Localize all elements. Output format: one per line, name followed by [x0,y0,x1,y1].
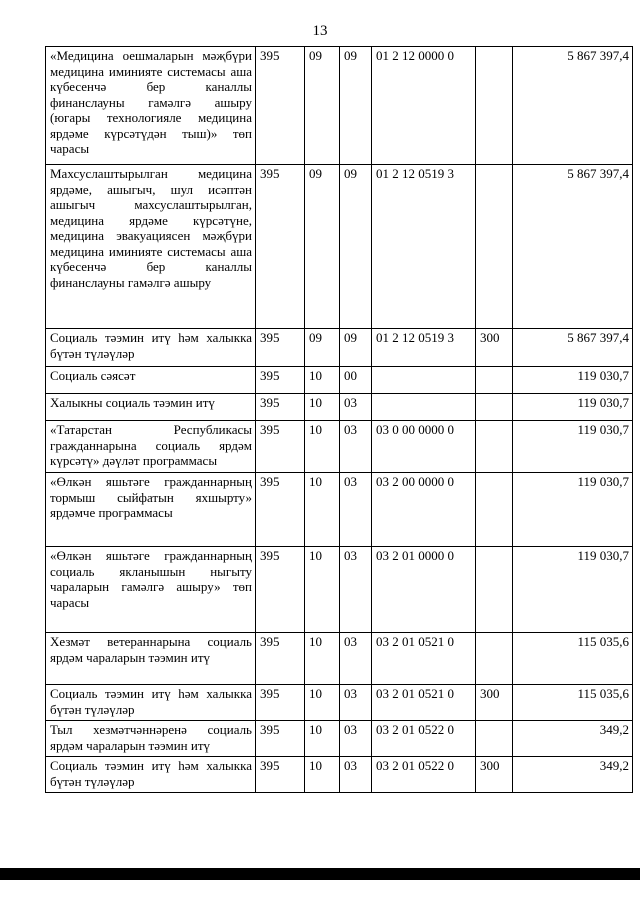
row-amount: 119 030,7 [513,421,633,473]
table-row [46,421,633,473]
table-row [46,633,633,685]
budget-table [45,46,633,793]
row-target-code: 03 2 01 0521 0 [372,633,476,685]
row-ministry: 395 [256,165,305,329]
table-row [46,473,633,547]
row-subsection: 00 [340,367,372,394]
row-name: Социаль тәэмин итү һәм халыкка бүтән түләүләр [46,757,256,793]
row-subsection: 03 [340,421,372,473]
row-ministry: 395 [256,47,305,165]
row-name: Социаль тәэмин итү һәм халыкка бүтән түләүләр [46,329,256,367]
row-expense-type [476,473,513,547]
row-section: 09 [305,47,340,165]
row-name: «Медицина оешмаларын мәҗбүри медицина иминияте системасы аша күбесенчә бер каналлы финанслауны гамәлгә ашыру (югары технологияле медицина ярдәме күрсәтүдән тыш)» төп чарасы [46,47,256,165]
row-ministry: 395 [256,421,305,473]
row-name: Социаль тәэмин итү һәм халыкка бүтән түләүләр [46,685,256,721]
table-row [46,47,633,165]
row-subsection: 03 [340,633,372,685]
row-subsection: 03 [340,685,372,721]
row-ministry: 395 [256,547,305,633]
row-name: «Өлкән яшьтәге гражданнарның социаль якланышын ныгыту чараларын гамәлгә ашыру» төп чарасы [46,547,256,633]
row-amount: 119 030,7 [513,473,633,547]
row-amount: 119 030,7 [513,547,633,633]
row-subsection: 03 [340,547,372,633]
row-section: 10 [305,633,340,685]
row-name: Махсуслаштырылган медицина ярдәме, ашыгыч, шул исәптән ашыгыч махсуслаштырылган, медицина ярдәме күрсәтүне, медицина эвакуациясен мәҗбүри медицина иминияте системасы аша күбесенчә бер каналлы финанслауны гамәлгә ашыру [46,165,256,329]
scan-edge-band [0,868,640,880]
row-name: Халыкны социаль тәэмин итү [46,394,256,421]
row-ministry: 395 [256,721,305,757]
table-row [46,721,633,757]
row-subsection: 03 [340,473,372,547]
row-section: 09 [305,165,340,329]
row-expense-type: 300 [476,685,513,721]
row-amount: 5 867 397,4 [513,165,633,329]
row-target-code: 03 2 00 0000 0 [372,473,476,547]
row-section: 10 [305,685,340,721]
row-expense-type [476,394,513,421]
table-row [46,165,633,329]
row-section: 10 [305,367,340,394]
row-expense-type: 300 [476,757,513,793]
row-target-code: 01 2 12 0519 3 [372,165,476,329]
row-expense-type [476,367,513,394]
row-name: Хезмәт ветераннарына социаль ярдәм чараларын тәэмин итү [46,633,256,685]
row-name: «Өлкән яшьтәге гражданнарның тормыш сыйфатын яхшырту» ярдәмче программасы [46,473,256,547]
row-ministry: 395 [256,633,305,685]
row-expense-type [476,547,513,633]
row-name: «Татарстан Республикасы гражданнарына социаль ярдәм күрсәтү» дәүләт программасы [46,421,256,473]
row-amount: 349,2 [513,721,633,757]
row-section: 10 [305,421,340,473]
row-target-code: 03 2 01 0522 0 [372,757,476,793]
row-target-code [372,394,476,421]
row-target-code [372,367,476,394]
row-target-code: 03 2 01 0521 0 [372,685,476,721]
row-amount: 115 035,6 [513,633,633,685]
row-amount: 5 867 397,4 [513,47,633,165]
row-subsection: 03 [340,757,372,793]
row-amount: 349,2 [513,757,633,793]
row-target-code: 03 2 01 0522 0 [372,721,476,757]
row-target-code: 03 2 01 0000 0 [372,547,476,633]
row-subsection: 09 [340,165,372,329]
row-section: 10 [305,394,340,421]
row-target-code: 03 0 00 0000 0 [372,421,476,473]
row-name: Тыл хезмәтчәннәренә социаль ярдәм чараларын тәэмин итү [46,721,256,757]
row-ministry: 395 [256,394,305,421]
row-section: 10 [305,547,340,633]
row-ministry: 395 [256,757,305,793]
row-amount: 5 867 397,4 [513,329,633,367]
page-number: 13 [312,23,328,39]
table-row [46,547,633,633]
row-amount: 115 035,6 [513,685,633,721]
row-amount: 119 030,7 [513,394,633,421]
row-ministry: 395 [256,473,305,547]
table-row [46,329,633,367]
row-expense-type [476,165,513,329]
row-ministry: 395 [256,329,305,367]
row-ministry: 395 [256,685,305,721]
row-amount: 119 030,7 [513,367,633,394]
row-expense-type: 300 [476,329,513,367]
row-subsection: 03 [340,394,372,421]
row-section: 10 [305,721,340,757]
row-expense-type [476,633,513,685]
row-section: 10 [305,473,340,547]
row-ministry: 395 [256,367,305,394]
row-expense-type [476,721,513,757]
row-subsection: 09 [340,329,372,367]
row-section: 10 [305,757,340,793]
row-target-code: 01 2 12 0000 0 [372,47,476,165]
row-subsection: 09 [340,47,372,165]
row-subsection: 03 [340,721,372,757]
table-row [46,757,633,793]
row-expense-type [476,421,513,473]
row-section: 09 [305,329,340,367]
table-row [46,367,633,394]
row-name: Социаль сәясәт [46,367,256,394]
row-target-code: 01 2 12 0519 3 [372,329,476,367]
table-row [46,394,633,421]
table-row [46,685,633,721]
row-expense-type [476,47,513,165]
